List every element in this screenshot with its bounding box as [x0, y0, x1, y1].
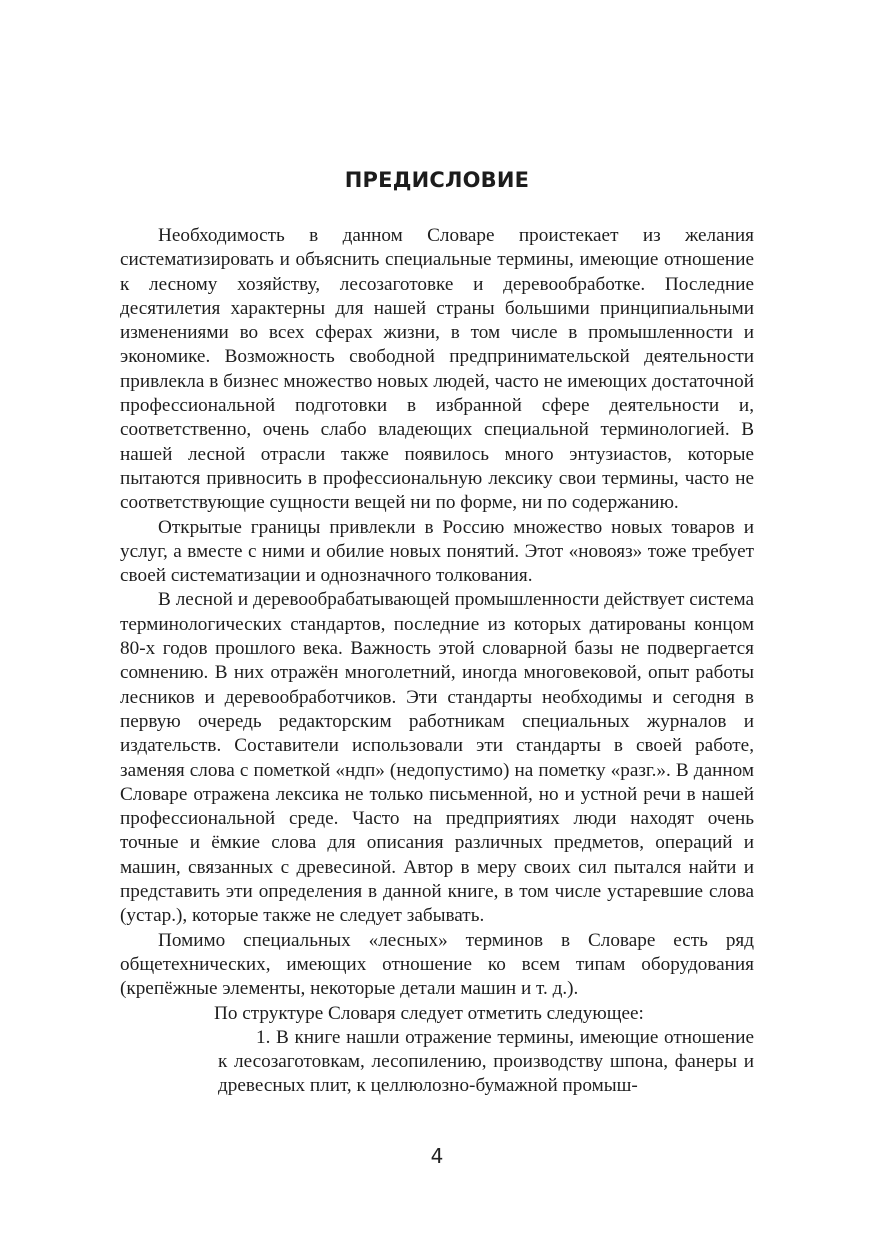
page-number: 4 [430, 1144, 444, 1168]
preface-text [120, 224, 754, 1099]
paragraph-1: Необходимость в данном Словаре проистекает из желания систематизировать и объяснить специальные термины, имеющие отношение к лесному хозяйству, лесозаготовке и деревообработке. Последние десятилетия характерны для нашей страны большими принципиальными изменениями во всех сферах жизни, в том числе в промышленности и экономике. Возможность свободной предпринимательской деятельности привлекла в бизнес множество новых людей, часто не имеющих достаточной профессиональной подготовки в избранной сфере деятельности и, соответственно, очень слабо владеющих специальной терминологией. В нашей лесной отрасли также появилось много энтузиастов, которые пытаются привносить в профессиональную лексику свои термины, часто не соответствующие сущности вещей ни по форме, ни по содержанию. [120, 225, 754, 514]
list-item-1: 1. В книге нашли отражение термины, имеющие отношение к лесозаготовкам, лесопилению, производству шпона, фанеры и древесных плит, к целлюлозно-бумажной промыш- [218, 1026, 754, 1097]
paragraph-2: Открытые границы привлекли в Россию множество новых товаров и услуг, а вместе с ними и обилие новых понятий. Этот «новояз» тоже требует своей систематизации и однозначного толкования. [120, 516, 754, 587]
list-intro: По структуре Словаря следует отметить следующее: [214, 1002, 644, 1024]
page-title: ПРЕДИСЛОВИЕ [344, 168, 530, 192]
paragraph-4: Помимо специальных «лесных» терминов в Словаре есть ряд общетехнических, имеющих отношение ко всем типам оборудования (крепёжные элементы, некоторые детали машин и т. д.). [120, 929, 754, 1000]
paragraph-3: В лесной и деревообрабатывающей промышленности действует система терминологических стандартов, последние из которых датированы концом 80-х годов прошлого века. Важность этой словарной базы не подвергается сомнению. В них отражён многолетний, иногда многовековой, опыт работы лесников и деревообработчиков. Эти стандарты необходимы и сегодня в первую очередь редакторским работникам специальных журналов и издательств. Составители использовали эти стандарты в своей работе, заменяя слова с пометкой «ндп» (недопустимо) на пометку «разг.». В данном Словаре отражена лексика не только письменной, но и устной речи в нашей профессиональной среде. Часто на предприятиях люди находят очень точные и ёмкие слова для описания различных предметов, операций и машин, связанных с древесиной. Автор в меру своих сил пытался найти и представить эти определения в данной книге, в том числе устаревшие слова (устар.), которые также не следует забывать. [120, 589, 754, 927]
